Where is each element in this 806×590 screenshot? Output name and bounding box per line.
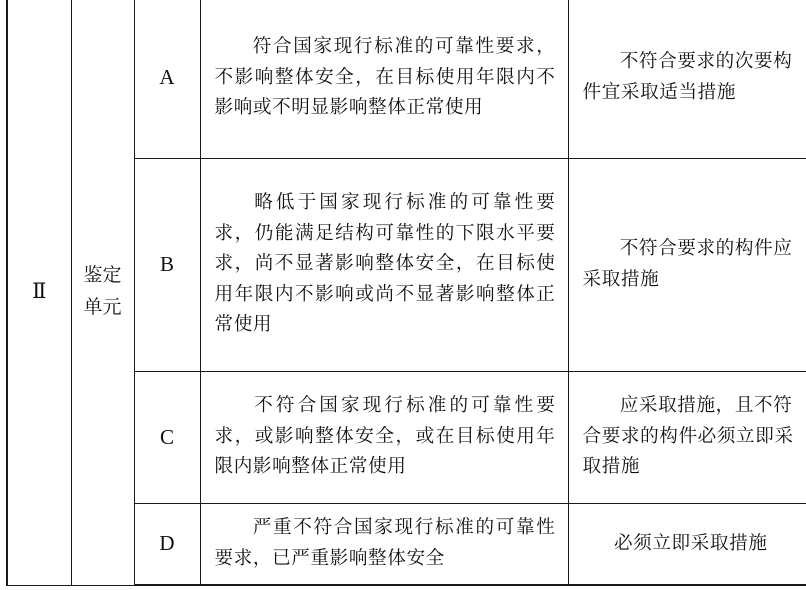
grade-description: 略低于国家现行标准的可靠性要求，仍能满足结构可靠性的下限水平要求，尚不显著影响整体安全，在目标使用年限内不影响或尚不显著影响整体正常使用 bbox=[214, 192, 556, 336]
action-cell bbox=[568, 0, 806, 158]
grade-label: B bbox=[159, 252, 174, 276]
grade-description: 不符合国家现行标准的可靠性要求，或影响整体安全，或在目标使用年限内影响整体正常使用 bbox=[214, 395, 556, 478]
table-row bbox=[7, 0, 806, 158]
grade-cell bbox=[134, 371, 200, 503]
grade-label: C bbox=[159, 424, 174, 449]
grade-action: 不符合要求的构件应采取措施 bbox=[582, 238, 793, 290]
grade-label: A bbox=[159, 65, 175, 90]
description-cell bbox=[200, 371, 568, 503]
grade-cell bbox=[134, 503, 200, 585]
unit-label-line1: 鉴定 bbox=[83, 264, 122, 287]
description-cell bbox=[200, 503, 568, 585]
level-label: Ⅱ bbox=[32, 279, 47, 304]
grade-label: D bbox=[159, 531, 175, 556]
description-cell bbox=[200, 0, 568, 158]
action-cell bbox=[568, 371, 806, 503]
grade-cell bbox=[134, 0, 200, 158]
grade-action: 应采取措施，且不符合要求的构件必须立即采取措施 bbox=[582, 395, 794, 478]
grade-description: 严重不符合国家现行标准的可靠性要求，已严重影响整体安全 bbox=[214, 517, 556, 569]
grade-description: 符合国家现行标准的可靠性要求，不影响整体安全，在目标使用年限内不影响或不明显影响整体正常使用 bbox=[214, 36, 556, 118]
action-cell bbox=[568, 503, 806, 585]
unit-label-line2: 单元 bbox=[83, 296, 122, 319]
grade-cell bbox=[134, 158, 200, 371]
level-cell bbox=[7, 0, 71, 585]
description-cell bbox=[200, 158, 568, 371]
grade-action: 不符合要求的次要构件宜采取适当措施 bbox=[582, 51, 793, 103]
action-cell bbox=[568, 158, 806, 371]
reliability-grade-table bbox=[6, 0, 806, 586]
grade-action: 必须立即采取措施 bbox=[613, 532, 768, 554]
unit-cell bbox=[71, 0, 134, 585]
